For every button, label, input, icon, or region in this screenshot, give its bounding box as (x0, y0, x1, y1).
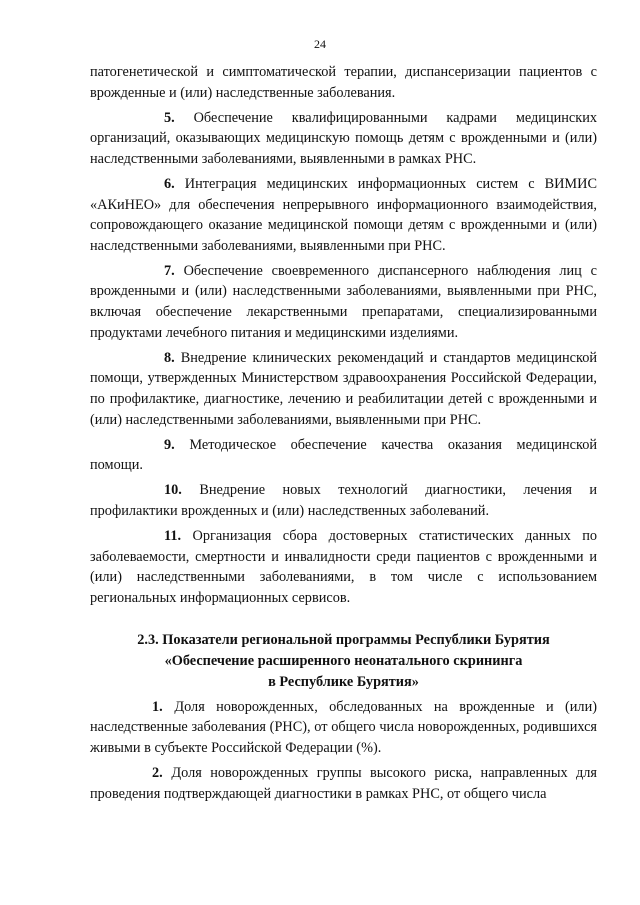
item-number: 5. (164, 109, 175, 126)
section-heading-line: «Обеспечение расширенного неонатального скрининга (164, 652, 523, 669)
indicator-text: Доля новорожденных, обследованных на врожденные и (или) наследственные заболевания (РНС), от общего числа новорожденных, родившихся живыми в субъекте Российской Федерации (%). (90, 698, 597, 756)
list-item (90, 174, 597, 256)
continuation-paragraph: патогенетической и симптоматической терапии, диспансеризации пациентов с врожденные и (или) наследственные заболевания. (90, 64, 597, 101)
item-text: Внедрение новых технологий диагностики, лечения и профилактики врожденных и (или) наследственных заболеваний. (90, 482, 598, 519)
indicator-item (90, 697, 597, 759)
item-number: 8. (164, 349, 175, 366)
list-item (90, 108, 597, 170)
page-number: 24 (314, 37, 326, 51)
indicator-number: 1. (152, 698, 163, 715)
list-item (90, 348, 597, 430)
item-text: Организация сбора достоверных статистических данных по заболеваемости, смертности и инвалидности среди пациентов с врожденными и (или) наследственными заболеваниями, в том числе с использованием региональных информационных сервисов. (90, 527, 597, 606)
list-item (90, 435, 597, 476)
indicator-number: 2. (152, 764, 163, 781)
indicator-item (90, 763, 597, 804)
item-number: 7. (164, 262, 175, 279)
page-content (90, 62, 597, 804)
list-item (90, 526, 597, 608)
section-heading (90, 630, 597, 692)
item-text: Обеспечение своевременного диспансерного наблюдения лиц с врожденными и (или) наследственными заболеваниями, выявленными при РНС, включая обеспечение лекарственными препаратами, специализированными продуктами лечебного питания и медицинскими изделиями. (90, 262, 597, 341)
item-number: 9. (164, 436, 175, 453)
list-item (90, 261, 597, 343)
item-text: Внедрение клинических рекомендаций и стандартов медицинской помощи, утвержденных Министерством здравоохранения Российской Федерации, по профилактике, диагностике, лечению и реабилитации детей с врожденными и (или) наследственными заболеваниями, выявленными при РНС. (90, 349, 597, 428)
item-number: 6. (164, 175, 175, 192)
indicator-text: Доля новорожденных группы высокого риска, направленных для проведения подтверждающей диагностики в рамках РНС, от общего числа (90, 764, 597, 802)
item-number: 11. (164, 527, 182, 544)
section-heading-line: в Республике Бурятия» (268, 673, 419, 690)
item-text: Интеграция медицинских информационных систем с ВИМИС «АКиНЕО» для обеспечения непрерывного информационного взаимодействия, сопровождающего оказание медицинской помощи детям с врожденными и (или) наследственными заболеваниями, выявленными при РНС. (90, 175, 597, 254)
item-text: Методическое обеспечение качества оказания медицинской помощи. (90, 436, 598, 474)
item-number: 10. (164, 482, 182, 499)
section-heading-line: 2.3. Показатели региональной программы Республики Бурятия (137, 632, 550, 649)
list-item (90, 480, 597, 521)
item-text: Обеспечение квалифицированными кадрами медицинских организаций, оказывающих медицинскую помощь детям с врожденными и (или) наследственными заболеваниями, выявленными в рамках РНС. (90, 109, 598, 167)
